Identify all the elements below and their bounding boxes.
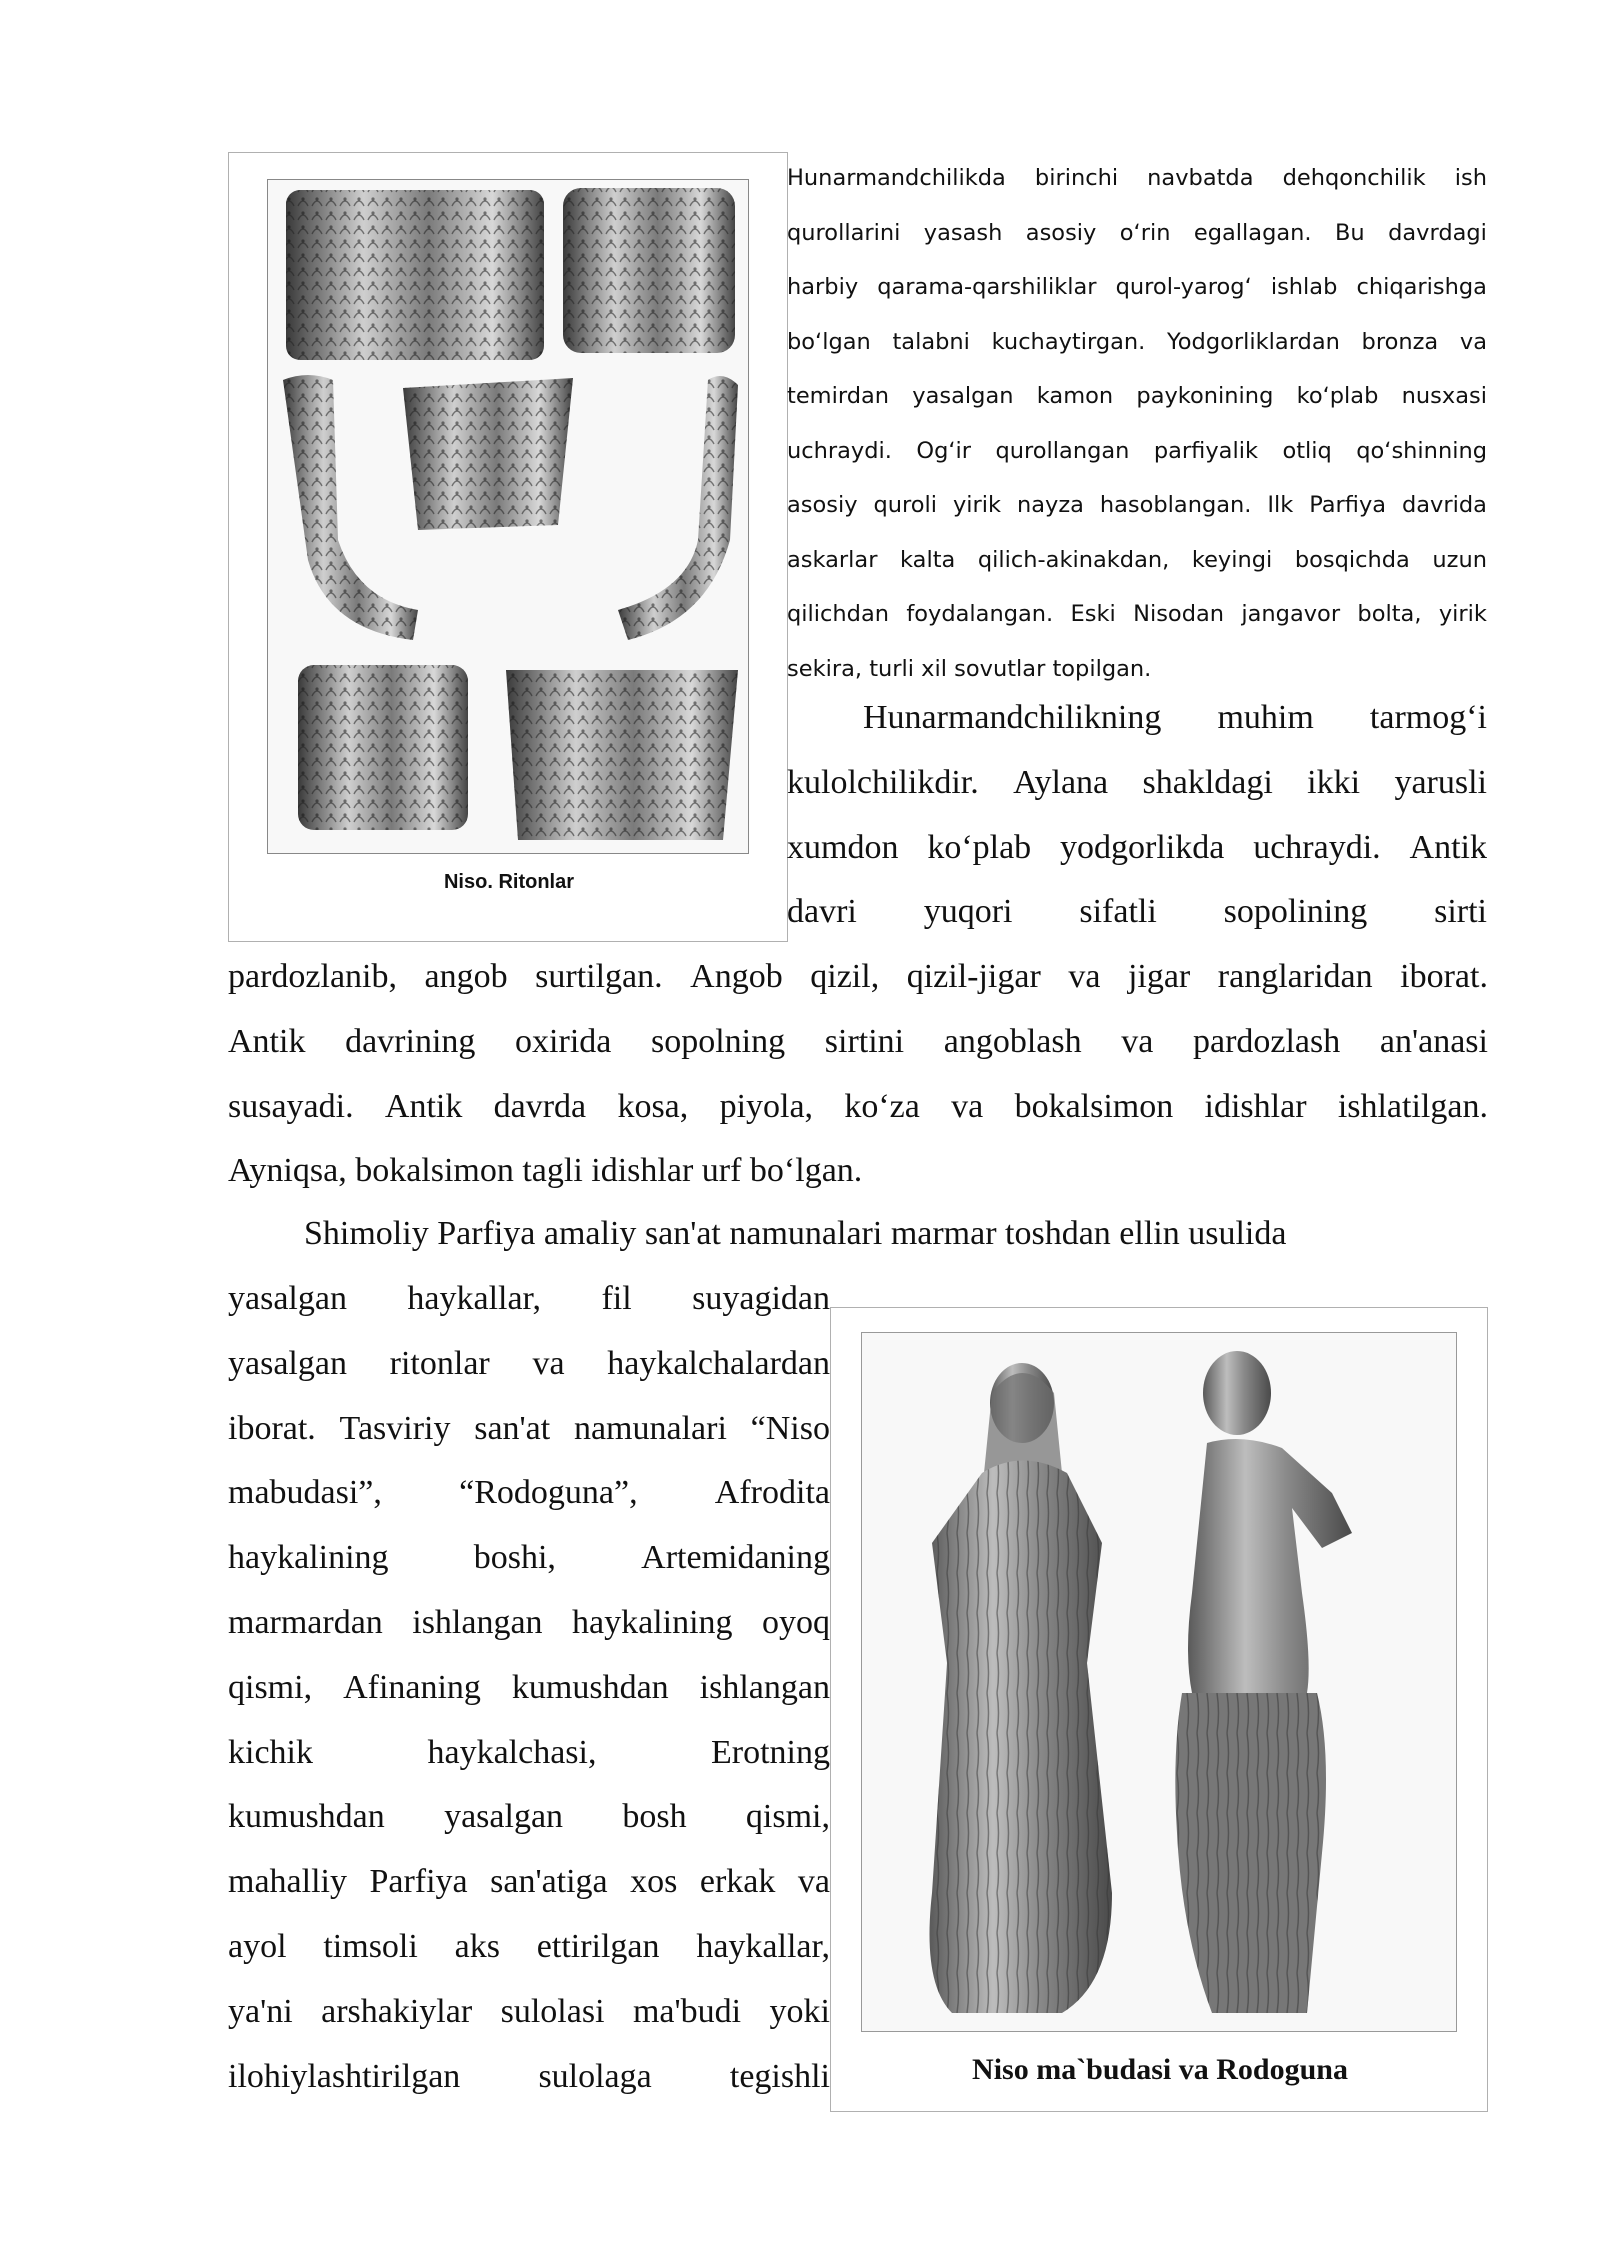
statues-photo-icon (861, 1332, 1457, 2032)
text-line: Hunarmandchilikda birinchi navbatda dehqonchilik ish (787, 165, 1487, 191)
text-line: harbiy qarama-qarshiliklar qurol-yarogʻ ishlab chiqarishga (787, 274, 1487, 300)
text-line: kichik haykalchasi, Erotning (228, 1733, 830, 1771)
text-line: Antik davrining oxirida sopolning sirtini angoblash va pardozlash an'anasi (228, 1022, 1488, 1060)
text-line: Ayniqsa, bokalsimon tagli idishlar urf boʻlgan. (228, 1152, 863, 1190)
applied-art-first-line: Shimoliy Parfiya amaliy san'at namunalari marmar toshdan ellin usulida (304, 1215, 1287, 1252)
text-line: xumdon koʻplab yodgorlikda uchraydi. Antik (787, 828, 1487, 866)
text-line: temirdan yasalgan kamon paykonining koʻplab nusxasi (787, 383, 1487, 409)
text-line: mahalliy Parfiya san'atiga xos erkak va (228, 1863, 830, 1901)
tools-paragraph (787, 151, 1487, 696)
text-line: ilohiylashtirilgan sulolaga tegishli (228, 2057, 830, 2095)
text-line: askarlar kalta qilich-akinakdan, keyingi bosqichda uzun (787, 546, 1487, 573)
statues-figure (830, 1307, 1488, 2112)
text-line: kulolchilikdir. Aylana shakldagi ikki yarusli (787, 763, 1487, 801)
text-line: Hunarmandchilikning muhim tarmogʻi (863, 699, 1487, 736)
text-line: kumushdan yasalgan bosh qismi, (228, 1798, 830, 1836)
applied-art-paragraph-start (228, 1202, 1488, 1267)
text-line: sekira, turli xil sovutlar topilgan. (787, 655, 1152, 682)
text-line: ya'ni arshakiylar sulolasi ma'budi yoki (228, 1992, 830, 2030)
text-line: yasalgan haykallar, fil suyagidan (228, 1280, 830, 1317)
text-line: mabudasi”, “Rodoguna”, Afrodita (228, 1474, 830, 1512)
ritons-figure (228, 152, 788, 942)
text-line: qismi, Afinaning kumushdan ishlangan (228, 1668, 830, 1706)
pottery-paragraph-start (787, 686, 1487, 945)
pottery-paragraph-continued (228, 945, 1488, 1204)
statues-caption: Niso ma`budasi va Rodoguna (972, 2053, 1348, 2086)
ritons-caption: Niso. Ritonlar (443, 871, 574, 893)
text-line: davri yuqori sifatli sopolining sirti (787, 893, 1487, 931)
text-line: pardozlanib, angob surtilgan. Angob qizil, qizil-jigar va jigar ranglaridan iborat. (228, 958, 1488, 995)
applied-art-paragraph-continued (228, 1267, 830, 2109)
text-line: qilichdan foydalangan. Eski Nisodan jangavor bolta, yirik (787, 601, 1487, 627)
text-line: ayol timsoli aks ettirilgan haykallar, (228, 1927, 830, 1965)
text-line: asosiy quroli yirik nayza hasoblangan. Ilk Parfiya davrida (787, 492, 1487, 518)
text-line: marmardan ishlangan haykalining oyoq (228, 1603, 830, 1641)
text-line: susayadi. Antik davrda kosa, piyola, koʻza va bokalsimon idishlar ishlatilgan. (228, 1087, 1488, 1125)
text-line: yasalgan ritonlar va haykalchalardan (228, 1344, 830, 1382)
ritons-photo-icon (267, 179, 749, 854)
text-line: iborat. Tasviriy san'at namunalari “Niso (228, 1409, 830, 1447)
text-line: boʻlgan talabni kuchaytirgan. Yodgorliklardan bronza va (787, 328, 1487, 355)
text-line: uchraydi. Ogʻir qurollangan parfiyalik otliq qoʻshinning (787, 437, 1487, 464)
text-line: haykalining boshi, Artemidaning (228, 1539, 830, 1577)
text-line: qurollarini yasash asosiy oʻrin egallagan. Bu davrdagi (787, 219, 1487, 246)
